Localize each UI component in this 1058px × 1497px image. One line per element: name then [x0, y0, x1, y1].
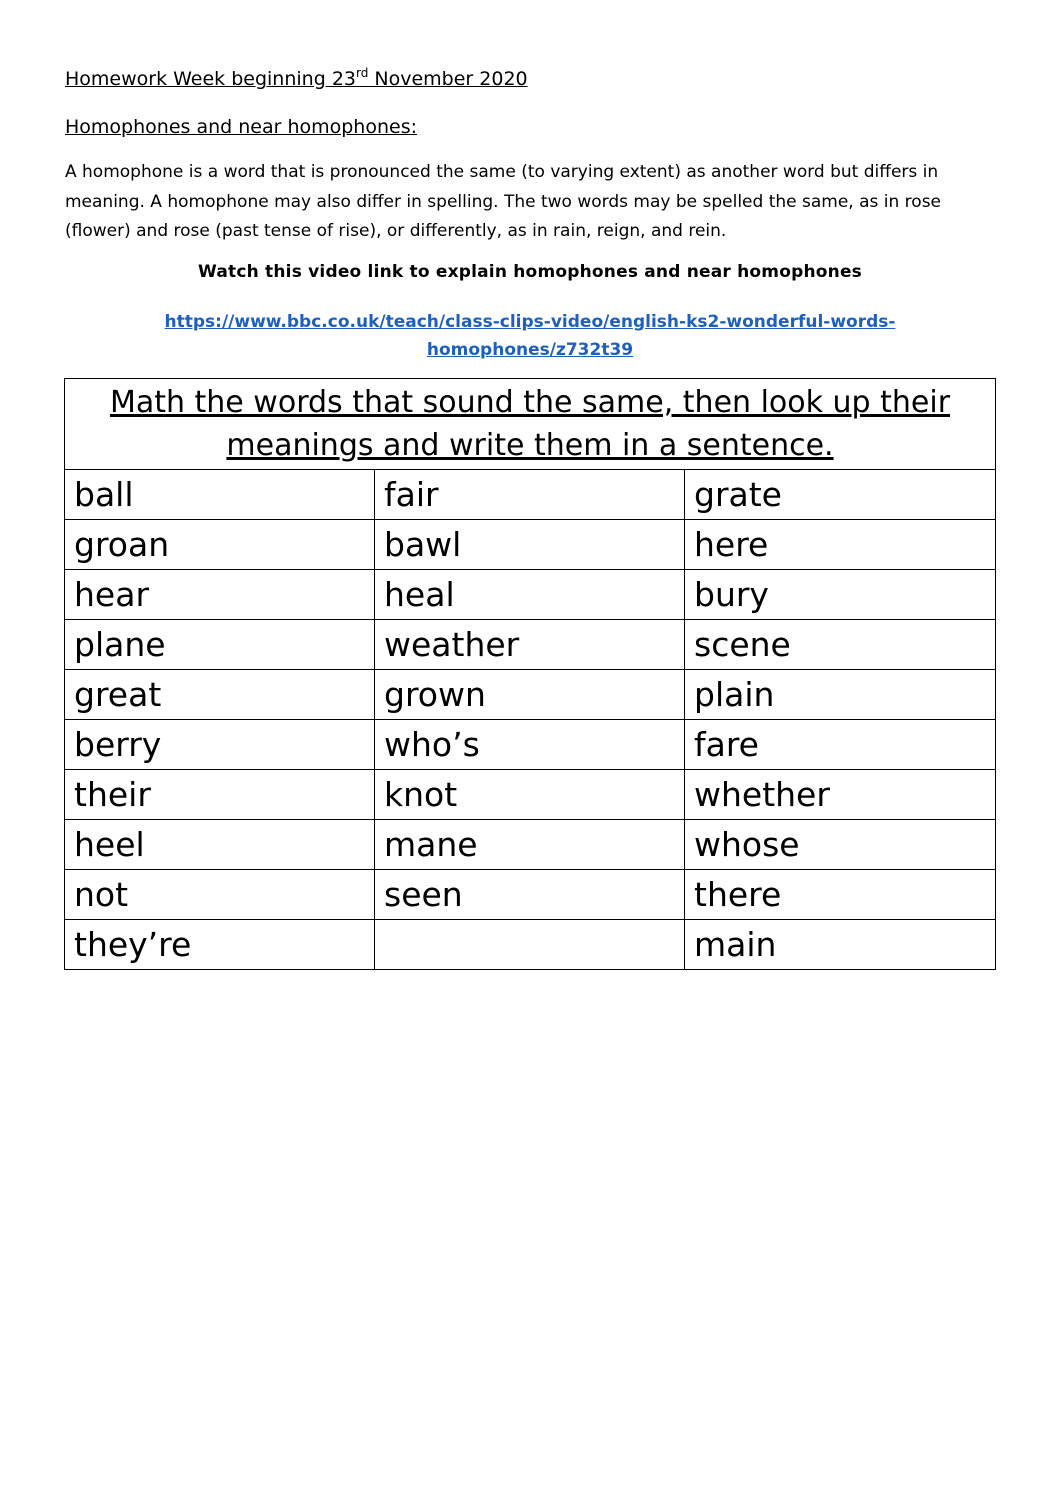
word-cell: grown — [375, 670, 685, 720]
word-cell: great — [65, 670, 375, 720]
title-text: Homework Week beginning 23 — [65, 68, 356, 90]
word-cell: not — [65, 870, 375, 920]
word-cell: scene — [685, 620, 996, 670]
table-row — [65, 920, 996, 970]
empty-cell — [375, 920, 685, 970]
word-cell: here — [685, 520, 996, 570]
table-row — [65, 770, 996, 820]
table-row — [65, 870, 996, 920]
word-cell: there — [685, 870, 996, 920]
word-cell: they’re — [65, 920, 375, 970]
title-ordinal-suffix: rd — [356, 66, 369, 80]
word-cell: knot — [375, 770, 685, 820]
word-cell: fair — [375, 470, 685, 520]
table-row — [65, 670, 996, 720]
video-link-line-2[interactable]: homophones/z732t39 — [426, 340, 634, 360]
video-label: Watch this video link to explain homophones and near homophones — [198, 262, 862, 282]
word-cell: heel — [65, 820, 375, 870]
word-cell: who’s — [375, 720, 685, 770]
word-cell: bury — [685, 570, 996, 620]
intro-paragraph: A homophone is a word that is pronounced the same (to varying extent) as another word but differs in meaning. A homophone may also differ in spelling. The two words may be spelled the same, as in rose (flower) and rose (past tense of rise), or differently, as in rain, reign, and rein. — [65, 162, 942, 241]
table-row — [65, 620, 996, 670]
word-cell: grate — [685, 470, 996, 520]
word-cell: mane — [375, 820, 685, 870]
word-cell: plain — [685, 670, 996, 720]
word-cell: heal — [375, 570, 685, 620]
word-cell: whose — [685, 820, 996, 870]
homophone-table — [64, 378, 996, 970]
word-cell: groan — [65, 520, 375, 570]
section-heading: Homophones and near homophones: — [65, 116, 418, 138]
word-cell: ball — [65, 470, 375, 520]
instruction-cell — [65, 379, 996, 470]
word-cell: hear — [65, 570, 375, 620]
word-cell: seen — [375, 870, 685, 920]
video-link-line-1[interactable]: https://www.bbc.co.uk/teach/class-clips-video/english-ks2-wonderful-words- — [164, 312, 896, 332]
instruction-row — [65, 379, 996, 470]
table-row — [65, 470, 996, 520]
word-cell: fare — [685, 720, 996, 770]
page-title — [65, 68, 528, 90]
word-cell: weather — [375, 620, 685, 670]
word-cell: whether — [685, 770, 996, 820]
word-cell: berry — [65, 720, 375, 770]
word-cell: main — [685, 920, 996, 970]
instruction-text: Math the words that sound the same, then look up their meanings and write them in a sentence. — [109, 385, 951, 463]
word-cell: their — [65, 770, 375, 820]
word-cell: bawl — [375, 520, 685, 570]
table-row — [65, 820, 996, 870]
word-cell: plane — [65, 620, 375, 670]
video-link[interactable] — [65, 308, 995, 364]
table-row — [65, 720, 996, 770]
table-row — [65, 520, 996, 570]
title-text-end: November 2020 — [368, 68, 528, 90]
table-row — [65, 570, 996, 620]
